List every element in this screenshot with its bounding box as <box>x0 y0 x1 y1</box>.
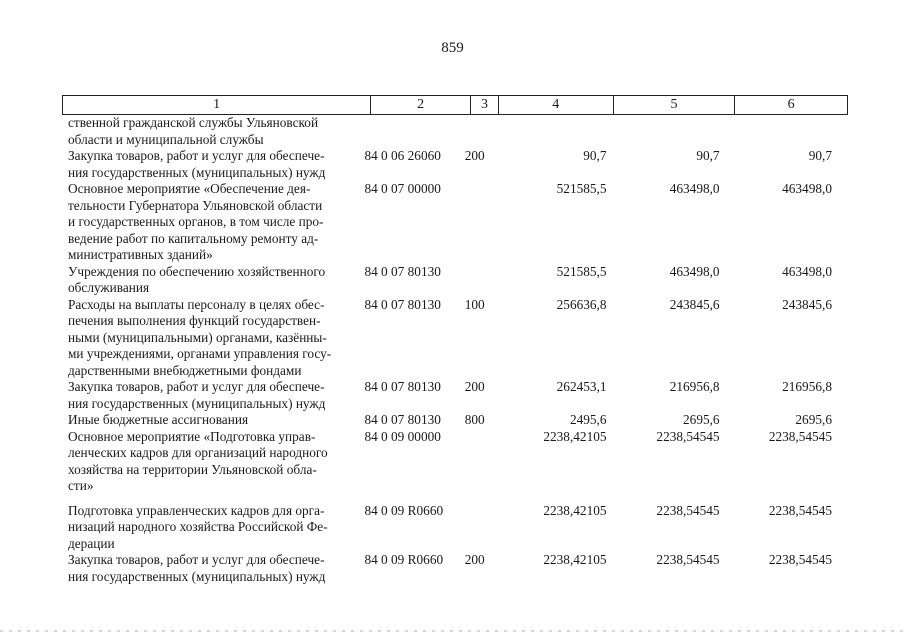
row-value-col5: 463498,0 <box>669 181 720 196</box>
row-name-line: ми учреждениями, органами управления госу- <box>68 346 332 361</box>
table-body <box>68 115 848 585</box>
row-name <box>68 412 355 429</box>
row-name-line: печения выполнения функций государствен- <box>68 313 321 328</box>
row-value-col4: 2238,42105 <box>543 552 607 567</box>
header-col-2: 2 <box>371 96 471 114</box>
row-name <box>68 148 355 181</box>
row-name-line: ленческих кадров для организаций народного <box>68 445 328 460</box>
row-value-col6: 463498,0 <box>782 181 832 196</box>
table-row <box>68 297 848 380</box>
row-code: 84 0 07 80130 <box>364 263 441 279</box>
row-code: 84 0 07 80130 <box>364 296 441 312</box>
row-expense-type: 800 <box>464 412 485 427</box>
table-row <box>68 181 848 264</box>
row-expense-type: 200 <box>464 379 485 394</box>
row-value-col5: 216956,8 <box>669 379 720 394</box>
table-row <box>68 379 848 412</box>
header-col-1: 1 <box>63 96 371 114</box>
row-value-col6: 2238,54545 <box>768 428 832 444</box>
row-name-line: дарственными внебюджетными фондами <box>68 362 302 378</box>
row-name-line: Закупка товаров, работ и услуг для обеспече- <box>68 552 325 567</box>
row-name-line: ведение работ по капитальному ремонту ад- <box>68 230 319 246</box>
row-value-col6: 90,7 <box>808 148 832 163</box>
row-expense-type: 100 <box>464 296 485 312</box>
row-value-col5: 2238,54545 <box>656 502 720 518</box>
table-row <box>68 429 848 495</box>
row-expense-type: 200 <box>464 148 485 163</box>
row-name-line: обслуживания <box>68 280 150 295</box>
row-name-line: Закупка товаров, работ и услуг для обеспече- <box>68 379 325 394</box>
table-row <box>68 148 848 181</box>
row-value-col4: 90,7 <box>583 148 607 163</box>
row-name-line: ными (муниципальными) органами, казённы- <box>68 329 327 345</box>
row-name <box>68 115 355 148</box>
row-name-line: Закупка товаров, работ и услуг для обеспече- <box>68 148 325 163</box>
row-name <box>68 379 355 412</box>
row-name-line: тельности Губернатора Ульяновской области <box>68 197 323 213</box>
row-value-col4: 2495,6 <box>569 412 607 427</box>
row-spacer <box>68 495 848 503</box>
row-code: 84 0 06 26060 <box>364 148 441 163</box>
table-row <box>68 552 848 585</box>
row-name-line: ния государственных (муниципальных) нужд <box>68 568 326 584</box>
row-name <box>68 181 355 264</box>
row-value-col4: 2238,42105 <box>543 502 607 518</box>
row-name-line: Иные бюджетные ассигнования <box>68 412 249 427</box>
row-name-line: области и муниципальной службы <box>68 131 264 147</box>
row-name <box>68 264 355 297</box>
table-row <box>68 115 848 148</box>
row-name-line: министративных зданий» <box>68 247 213 262</box>
row-name <box>68 552 355 585</box>
row-name-line: Основное мероприятие «Обеспечение дея- <box>68 181 311 196</box>
row-name <box>68 297 355 380</box>
header-col-6: 6 <box>787 97 795 112</box>
row-value-col4: 521585,5 <box>556 181 607 196</box>
header-col-3: 3 <box>471 96 499 114</box>
row-value-col4: 521585,5 <box>556 263 607 279</box>
row-name-line: хозяйства на территории Ульяновской обла- <box>68 461 317 477</box>
row-name-line: Учреждения по обеспечению хозяйственного <box>68 263 326 279</box>
row-name-line: ния государственных (муниципальных) нужд <box>68 164 326 180</box>
row-name-line: Расходы на выплаты персоналу в целях обес- <box>68 296 325 312</box>
header-col-4: 4 <box>499 96 614 114</box>
header-col-5: 5 <box>614 96 736 114</box>
row-value-col5: 243845,6 <box>669 296 720 312</box>
row-name-line: Подготовка управленческих кадров для орга- <box>68 502 325 518</box>
row-value-col5: 2238,54545 <box>656 428 720 444</box>
row-value-col5: 2695,6 <box>683 412 720 427</box>
page-number: 859 <box>441 40 464 56</box>
row-name-line: ния государственных (муниципальных) нужд <box>68 395 326 411</box>
row-value-col6: 243845,6 <box>782 296 832 312</box>
table-row <box>68 412 848 429</box>
row-value-col4: 256636,8 <box>556 296 607 312</box>
row-name-line: и государственных органов, в том числе про- <box>68 214 324 229</box>
row-value-col6: 2695,6 <box>795 412 832 427</box>
row-value-col6: 2238,54545 <box>768 502 832 518</box>
row-value-col6: 2238,54545 <box>768 552 832 567</box>
row-code: 84 0 09 R0660 <box>364 552 444 567</box>
row-name-line: низаций народного хозяйства Российской Фе- <box>68 519 328 534</box>
row-code: 84 0 09 00000 <box>364 428 441 444</box>
row-name-line: ственной гражданской службы Ульяновской <box>68 115 319 130</box>
row-name-line: дерации <box>68 535 115 551</box>
table-row <box>68 264 848 297</box>
row-expense-type: 200 <box>464 552 485 567</box>
row-code: 84 0 07 80130 <box>364 412 441 427</box>
row-code: 84 0 07 80130 <box>364 379 441 394</box>
scan-edge-artifact <box>0 630 905 632</box>
row-value-col6: 216956,8 <box>782 379 832 394</box>
row-name <box>68 429 355 495</box>
table-header <box>62 95 848 115</box>
row-value-col6: 463498,0 <box>782 263 832 279</box>
row-code: 84 0 09 R0660 <box>364 502 444 518</box>
row-name-line: сти» <box>68 478 94 493</box>
row-value-col5: 90,7 <box>696 148 720 163</box>
row-value-col5: 2238,54545 <box>656 552 720 567</box>
row-value-col4: 262453,1 <box>556 379 607 394</box>
table-row <box>68 503 848 553</box>
row-code: 84 0 07 00000 <box>364 181 441 196</box>
row-name-line: Основное мероприятие «Подготовка управ- <box>68 428 316 444</box>
row-value-col4: 2238,42105 <box>543 428 607 444</box>
row-value-col5: 463498,0 <box>669 263 720 279</box>
row-name <box>68 503 355 553</box>
